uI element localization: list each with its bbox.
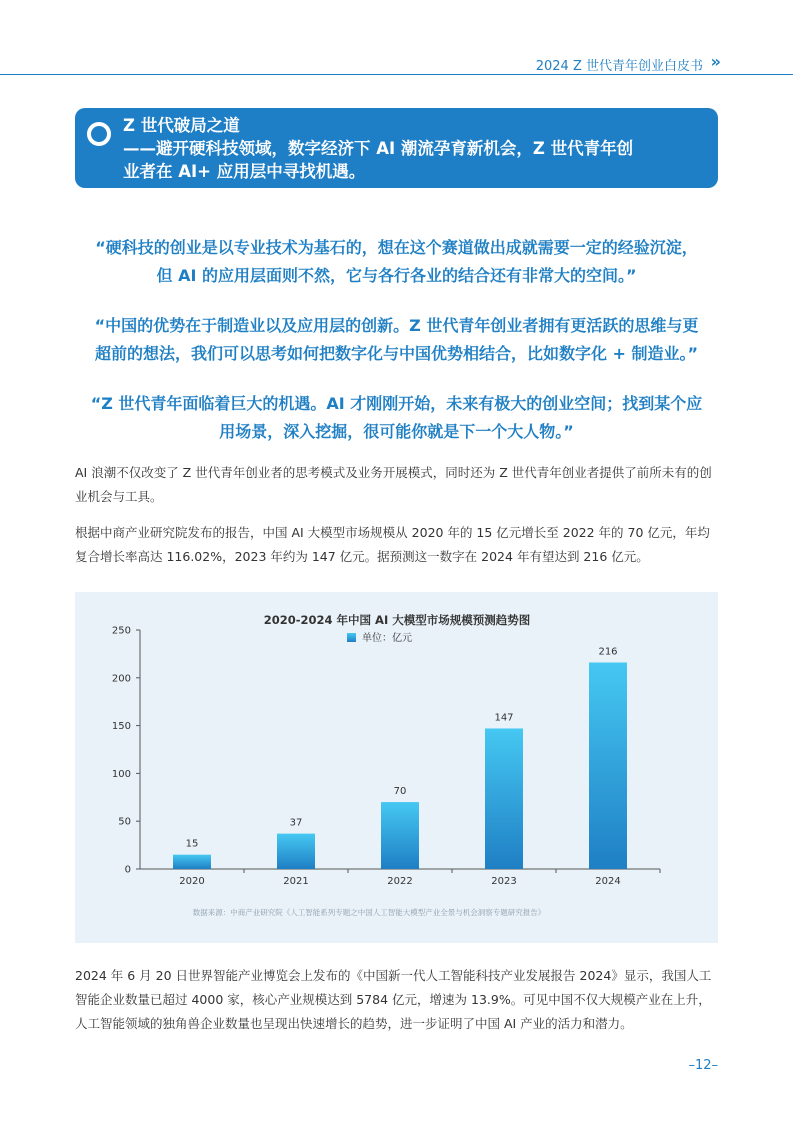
quote-line: 超前的想法，我们可以思考如何把数字化与中国优势相结合，比如数字化 + 制造业。” bbox=[94, 344, 699, 363]
x-tick-label: 2021 bbox=[283, 876, 309, 887]
y-tick-label: 50 bbox=[118, 816, 131, 828]
chart-source: 数据来源：中商产业研究院《人工智能系列专题之中国人工智能大模型产业全景与机会洞察专题研究报告》 bbox=[192, 908, 546, 917]
bar bbox=[485, 728, 523, 869]
quotes-block bbox=[75, 234, 718, 468]
data-label: 147 bbox=[494, 712, 514, 724]
bar bbox=[589, 663, 627, 869]
y-tick-label: 100 bbox=[111, 768, 131, 780]
quote bbox=[75, 234, 718, 290]
quote bbox=[75, 312, 718, 368]
body-paragraph: AI 浪潮不仅改变了 Z 世代青年创业者的思考模式及业务开展模式，同时还为 Z 世代青年创业者提供了前所未有的创业机会与工具。 bbox=[75, 465, 712, 504]
banner-text bbox=[123, 114, 703, 183]
body-paragraph: 2024 年 6 月 20 日世界智能产业博览会上发布的《中国新一代人工智能科技产业发展报告 2024》显示，我国人工智能企业数量已超过 4000 家，核心产业规模达到 5784 亿元，增速为 13.9%。可见中国不仅大规模产业在上升，人工智能领域的独角兽企业数量也呈现出快速增长的趋势，进一步证明了中国 AI 产业的活力和潜力。 bbox=[75, 968, 712, 1031]
chevron-right-icon: » bbox=[710, 52, 721, 71]
header-rule bbox=[0, 74, 793, 75]
y-tick-label: 150 bbox=[111, 721, 131, 733]
y-tick-label: 0 bbox=[124, 864, 131, 876]
x-tick-label: 2024 bbox=[595, 876, 621, 887]
y-tick-label: 200 bbox=[111, 673, 131, 685]
quote-line: “Z 世代青年面临着巨大的机遇。AI 才刚刚开始，未来有极大的创业空间；找到某个应 bbox=[90, 394, 703, 413]
header-title: 2024 Z 世代青年创业白皮书 bbox=[535, 59, 703, 74]
legend-label: 单位：亿元 bbox=[362, 633, 412, 644]
data-label: 216 bbox=[598, 646, 618, 658]
x-tick-label: 2020 bbox=[179, 876, 205, 887]
quote bbox=[75, 390, 718, 446]
bar bbox=[277, 834, 315, 869]
section-banner bbox=[75, 108, 718, 188]
bar-chart bbox=[75, 592, 718, 943]
x-tick-label: 2022 bbox=[387, 876, 413, 887]
banner-subtitle-line: ——避开硬科技领域，数字经济下 AI 潮流孕育新机会，Z 世代青年创 bbox=[123, 139, 634, 158]
banner-title: Z 世代破局之道 bbox=[123, 116, 240, 135]
x-tick-label: 2023 bbox=[491, 876, 517, 887]
banner-subtitle-line: 业者在 AI+ 应用层中寻找机遇。 bbox=[123, 162, 366, 181]
bar bbox=[381, 802, 419, 869]
quote-line: 但 AI 的应用层面则不然，它与各行各业的结合还有非常大的空间。” bbox=[156, 266, 637, 285]
body-paragraph: 根据中商产业研究院发布的报告，中国 AI 大模型市场规模从 2020 年的 15 亿元增长至 2022 年的 70 亿元，年均复合增长率高达 116.02%，2023 年约为 147 亿元。据预测这一数字在 2024 年有望达到 216 亿元。 bbox=[75, 525, 710, 564]
legend-swatch bbox=[347, 633, 356, 642]
data-label: 70 bbox=[393, 786, 407, 798]
chart-title: 2020-2024 年中国 AI 大模型市场规模预测趋势图 bbox=[263, 613, 531, 627]
quote-line: “硬科技的创业是以专业技术为基石的，想在这个赛道做出成就需要一定的经验沉淀， bbox=[95, 238, 698, 257]
quote-line: 用场景，深入挖掘，很可能你就是下一个大人物。” bbox=[219, 422, 574, 441]
data-label: 15 bbox=[185, 838, 199, 850]
bar bbox=[173, 855, 211, 869]
y-tick-label: 250 bbox=[111, 625, 131, 637]
page-number: –12– bbox=[688, 1058, 718, 1073]
quote-line: “中国的优势在于制造业以及应用层的创新。Z 世代青年创业者拥有更活跃的思维与更 bbox=[94, 316, 699, 335]
ring-icon bbox=[87, 122, 111, 146]
data-label: 37 bbox=[289, 817, 303, 829]
